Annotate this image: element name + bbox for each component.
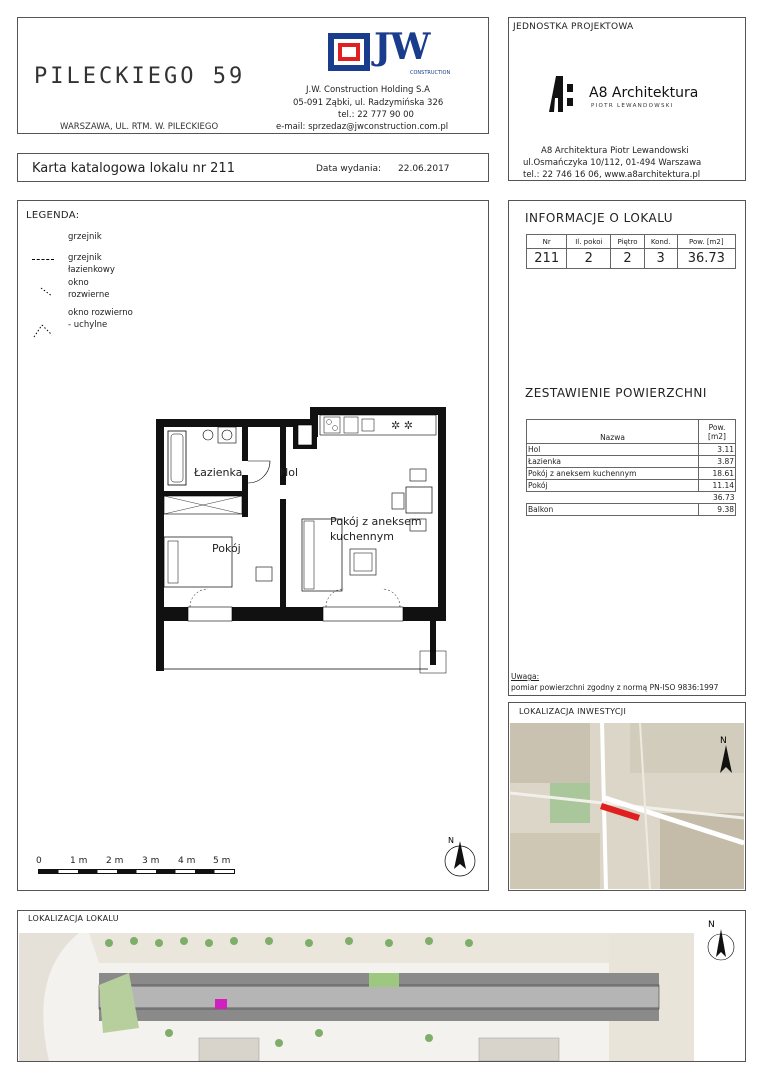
unit-location-panel — [17, 910, 746, 1062]
catalog-date: 22.06.2017 — [398, 164, 450, 174]
legend-label-tilt-turn: okno rozwierno - uchylne — [68, 308, 133, 330]
floor-plan — [138, 401, 458, 691]
room-label-room: Pokój — [212, 542, 241, 555]
info-panel — [508, 200, 746, 696]
developer-line-1: J.W. Construction Holding S.A — [306, 85, 430, 95]
designer-title: JEDNOSTKA PROJEKTOWA — [513, 22, 634, 32]
legend-label-bathroom-radiator: grzejnik łazienkowy — [68, 253, 115, 275]
info-table — [526, 234, 736, 269]
areas-balcony-value: 9.38 — [699, 504, 736, 516]
catalog-title: Karta katalogowa lokalu nr 211 — [32, 161, 235, 176]
designer-line-2: ul.Osmańczyka 10/112, 01-494 Warszawa — [523, 158, 702, 168]
unit-north-arrow-icon — [704, 917, 738, 967]
areas-row-name: Łazienka — [527, 456, 699, 468]
developer-line-3: tel.: 22 777 90 00 — [338, 110, 414, 120]
scale-label-4: 4 m — [178, 856, 196, 866]
scale-label-1: 1 m — [70, 856, 88, 866]
info-value-area: 36.73 — [677, 249, 735, 269]
areas-row-name: Pokój z aneksem kuchennym — [527, 468, 699, 480]
room-label-living: Pokój z aneksem kuchennym — [330, 515, 422, 543]
legend-title: LEGENDA: — [26, 210, 80, 221]
catalog-date-label: Data wydania: — [316, 164, 382, 174]
info-header-nr: Nr — [527, 235, 567, 249]
project-logo: PILECKIEGO 59 — [34, 64, 246, 89]
areas-row-value: 3.87 — [699, 456, 736, 468]
developer-line-2: 05-091 Ząbki, ul. Radzymińska 326 — [293, 98, 444, 108]
info-value-floor: 2 — [611, 249, 644, 269]
svg-text:✲ ✲: ✲ ✲ — [391, 419, 413, 432]
info-header-rooms: Il. pokoi — [567, 235, 611, 249]
areas-table — [526, 419, 736, 516]
unit-location-plan — [19, 933, 694, 1061]
designer-line-1: A8 Architektura Piotr Lewandowski — [541, 146, 689, 156]
project-address: WARSZAWA, UL. RTM. W. PILECKIEGO — [60, 122, 219, 132]
info-header-area: Pow. [m2] — [677, 235, 735, 249]
legend-label-casement: okno rozwierne — [68, 278, 110, 300]
catalog-bar — [17, 153, 489, 182]
info-header-storey: Kond. — [644, 235, 677, 249]
info-value-nr: 211 — [527, 249, 567, 269]
areas-row-name: Hol — [527, 444, 699, 456]
areas-row-name: Pokój — [527, 480, 699, 492]
jw-logo-sub: CONSTRUCTION — [410, 70, 451, 76]
legend-label-radiator: grzejnik — [68, 232, 102, 242]
areas-balcony-name: Balkon — [527, 504, 699, 516]
info-header-floor: Piętro — [611, 235, 644, 249]
scale-label-2: 2 m — [106, 856, 124, 866]
note-title: Uwaga: — [511, 672, 540, 681]
scale-bar — [38, 869, 235, 874]
room-label-bathroom: Łazienka — [194, 466, 243, 479]
info-value-rooms: 2 — [567, 249, 611, 269]
investment-map-panel — [508, 702, 746, 891]
note-text: pomiar powierzchni zgodny z normą PN-ISO 9836:1997 — [511, 683, 719, 692]
jw-logo-icon — [327, 32, 371, 72]
jw-logo-text: JW — [374, 26, 430, 68]
scale-label-5: 5 m — [213, 856, 231, 866]
areas-row-value: 3.11 — [699, 444, 736, 456]
areas-total: 36.73 — [713, 493, 735, 502]
tilt-turn-window-icon — [32, 323, 54, 343]
designer-logo-sub: PIOTR LEWANDOWSKI — [591, 103, 674, 109]
svg-text:N: N — [720, 736, 727, 746]
investment-map — [510, 723, 744, 889]
info-value-storey: 3 — [644, 249, 677, 269]
investment-title: LOKALIZACJA INWESTYCJI — [519, 707, 627, 716]
north-arrow-icon — [440, 835, 480, 883]
plan-panel — [17, 200, 489, 891]
svg-text:N: N — [708, 920, 715, 930]
scale-label-0: 0 — [36, 856, 42, 866]
room-label-hall: Hol — [280, 466, 299, 479]
radiator-icon — [32, 239, 54, 245]
areas-header-name: Nazwa — [527, 420, 699, 444]
areas-row-value: 11.14 — [699, 480, 736, 492]
casement-window-icon — [40, 283, 54, 302]
designer-line-3: tel.: 22 746 16 06, www.a8architektura.pl — [523, 170, 701, 180]
areas-title: ZESTAWIENIE POWIERZCHNI — [525, 386, 707, 400]
areas-row-value: 18.61 — [699, 468, 736, 480]
bathroom-radiator-icon — [32, 259, 54, 262]
svg-text:N: N — [448, 836, 454, 845]
a8-logo-icon — [547, 74, 581, 114]
designer-logo: A8 Architektura — [589, 85, 699, 101]
info-title: INFORMACJE O LOKALU — [525, 211, 674, 225]
areas-header-area: Pow. [m2] — [699, 420, 736, 444]
header-panel — [17, 17, 489, 134]
scale-label-3: 3 m — [142, 856, 160, 866]
map-north-arrow-icon — [714, 733, 738, 779]
designer-panel — [508, 17, 746, 181]
developer-line-4: e-mail: sprzedaz@jwconstruction.com.pl — [276, 122, 449, 132]
unit-location-title: LOKALIZACJA LOKALU — [28, 914, 119, 923]
